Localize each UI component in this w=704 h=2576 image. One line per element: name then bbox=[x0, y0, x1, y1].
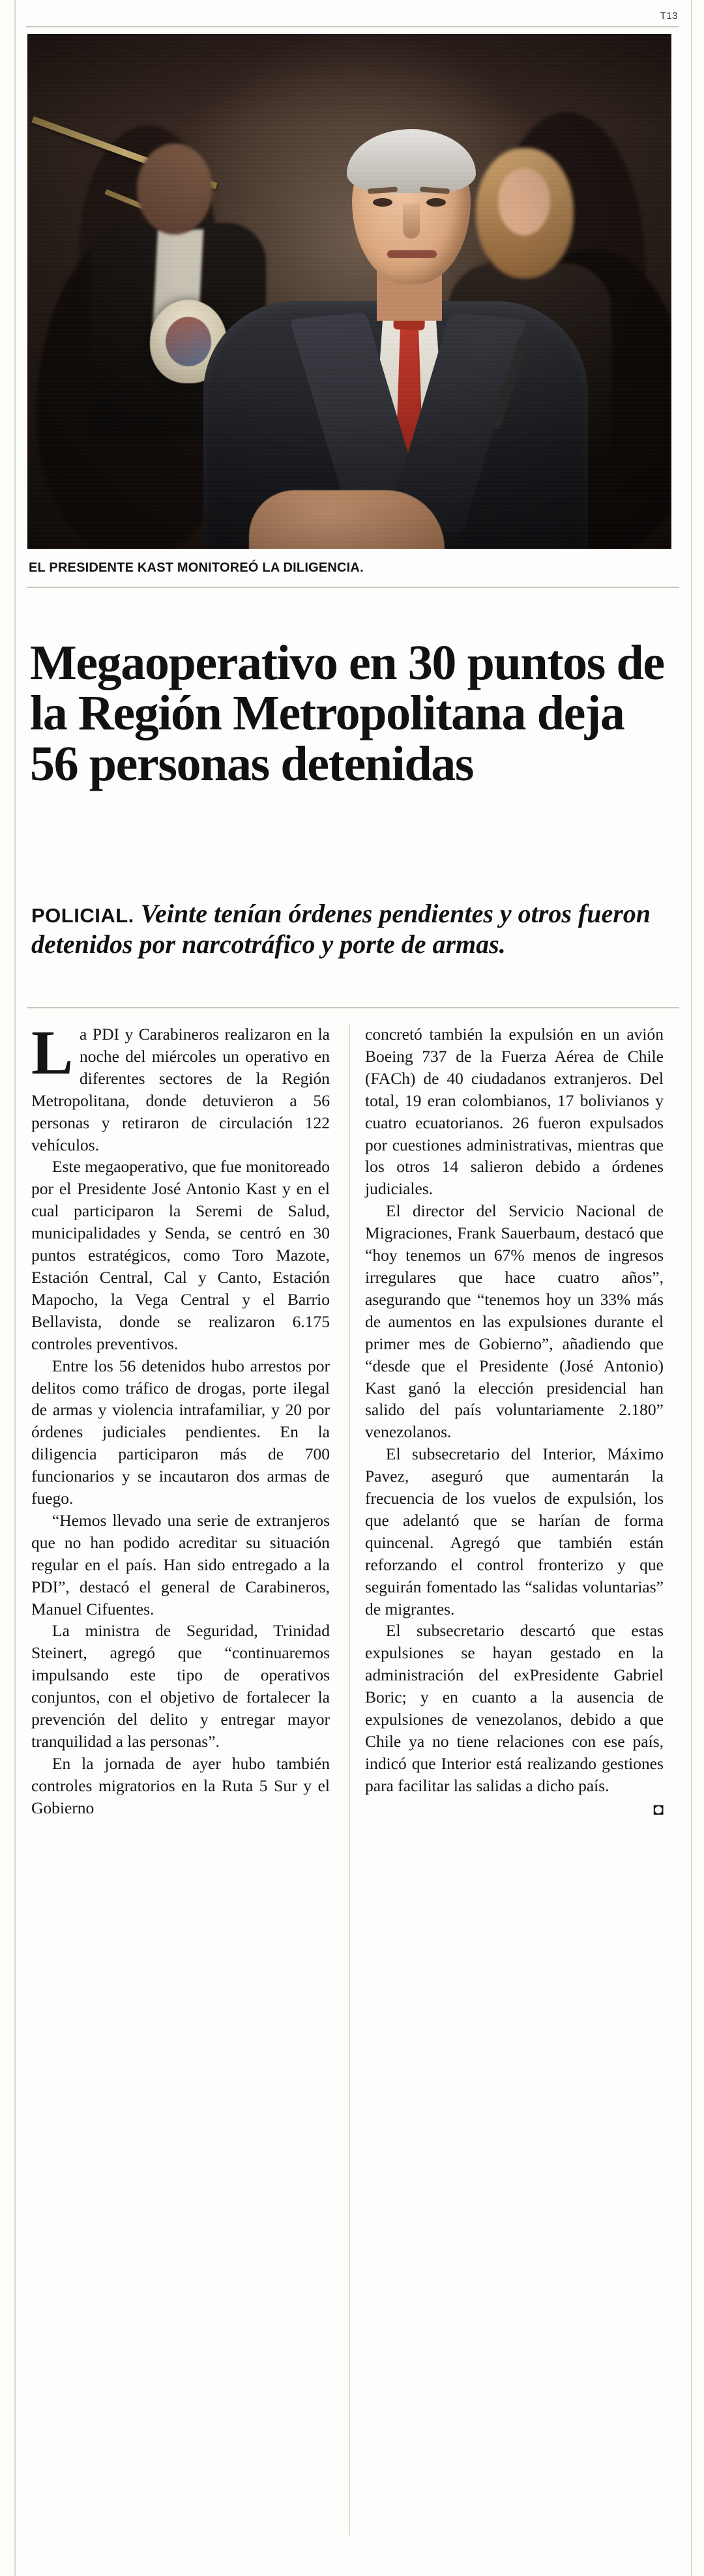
article-photo bbox=[27, 34, 671, 549]
paragraph: “Hemos llevado una serie de extranjeros que no han podido acreditar su situación regular en el país. Han sido entregado a la PDI”, destacó el general de Carabineros, Manuel Cifuentes. bbox=[31, 1510, 330, 1618]
column-divider bbox=[349, 1023, 350, 2536]
paragraph: El director del Servicio Nacional de Migraciones, Frank Sauerbaum, destacó que “hoy tenemos un 67% menos de ingresos irregulares que hace cuatro años”, asegurando que “tenemos hoy un 33% más de aumentos en las expulsiones durante el primer mes de Gobierno”, añadiendo que “desde que el Presidente (José Antonio) Kast ganó la elección presidencial han salido del país voluntariamente 2.180” venezolanos. bbox=[365, 1201, 664, 1442]
photo-scene bbox=[27, 34, 671, 549]
paragraph: El subsecretario descartó que estas expulsiones se hayan gestado en la administración del exPresidente Gabriel Boric; y en cuanto a la ausencia de expulsiones de venezolanos, debido a que Chile ya no tiene relaciones con ese país, indicó que Interior está realizando gestiones para facilitar las salidas a dicho país. bbox=[365, 1621, 664, 1795]
photo-caption: EL PRESIDENTE KAST MONITOREÓ LA DILIGENCIA. bbox=[29, 561, 364, 575]
eye-left bbox=[373, 198, 392, 207]
nose bbox=[403, 203, 420, 239]
hair bbox=[347, 129, 476, 193]
section-kicker: POLICIAL. bbox=[31, 904, 134, 927]
mouth bbox=[387, 250, 437, 258]
article-headline: Megaoperativo en 30 puntos de la Región Metropolitana deja 56 personas detenidas bbox=[30, 635, 664, 791]
paragraph: Entre los 56 detenidos hubo arrestos por delitos como tráfico de drogas, porte ilegal de armas y violencia intrafamiliar, y 20 por órdenes judiciales pendientes. En la diligencia participaron más de 700 funcionarios y se incautaron dos armas de fuego. bbox=[31, 1356, 330, 1508]
paragraph: La PDI y Carabineros realizaron en la noche del miércoles un operativo en diferentes sectores de la Región Metropolitana, donde detuvieron a 56 personas y retiraron de circulación 122 vehículos. bbox=[31, 1017, 330, 1154]
page-edge-left-rule bbox=[14, 0, 16, 2576]
president-figure bbox=[242, 73, 549, 549]
blurred-attendee-left-head bbox=[137, 143, 213, 235]
paragraph: En la jornada de ayer hubo también controles migratorios en la Ruta 5 Sur y el Gobierno bbox=[31, 1753, 330, 1817]
caption-rule bbox=[27, 587, 679, 588]
eye-right bbox=[426, 198, 446, 207]
page-edge-right-rule bbox=[691, 0, 692, 2576]
article-body bbox=[31, 1017, 670, 2549]
paragraph: concretó también la expulsión en un avión Boeing 737 de la Fuerza Aérea de Chile (FACh) de 40 ciudadanos extranjeros. Del total, 19 eran colombianos, 17 bolivianos y cuatro ecuatorianos. 26 fueron expulsados por cuestiones administrativas, mientras que los otros 14 salieron debido a órdenes judiciales. bbox=[365, 1025, 664, 1199]
paragraph: La ministra de Seguridad, Trinidad Steinert, agregó que “continuaremos impulsando este tipo de operativos conjuntos, con el objetivo de fortalecer la prevención del delito y entregar mayor tranquilidad a las personas”. bbox=[31, 1621, 330, 1751]
deck-rule bbox=[27, 1007, 679, 1008]
paragraph: Este megaoperativo, que fue monitoreado por el Presidente José Antonio Kast y en el cual participaron la Seremi de Salud, municipalidades y Senda, se centró en 30 puntos estratégicos, como Toro Mazote, Estación Central, Cal y Canto, Estación Mapocho, la Vega Central y el Barrio Bellavista, donde se realizaron 6.175 controles preventivos. bbox=[31, 1157, 330, 1353]
end-mark: ◘ bbox=[653, 1799, 664, 1819]
paragraph: El subsecretario del Interior, Máximo Pavez, aseguró que aumentarán la frecuencia de los vuelos de expulsión, los que adelantó que se harían de forma quincenal. Agregó que también están reforzando el control fronterizo y que seguirán fomentado las “salidas voluntarias” de migrantes. bbox=[365, 1444, 664, 1618]
article-deck bbox=[31, 898, 667, 959]
body-column-left bbox=[31, 1017, 330, 1819]
page-folio: T13 bbox=[660, 10, 678, 22]
top-rule bbox=[26, 26, 679, 27]
body-column-right bbox=[365, 1023, 664, 1818]
deck-text: Veinte tenían órdenes pendientes y otros fueron detenidos por narcotráfico y porte de armas. bbox=[31, 899, 651, 959]
hands bbox=[249, 490, 445, 549]
